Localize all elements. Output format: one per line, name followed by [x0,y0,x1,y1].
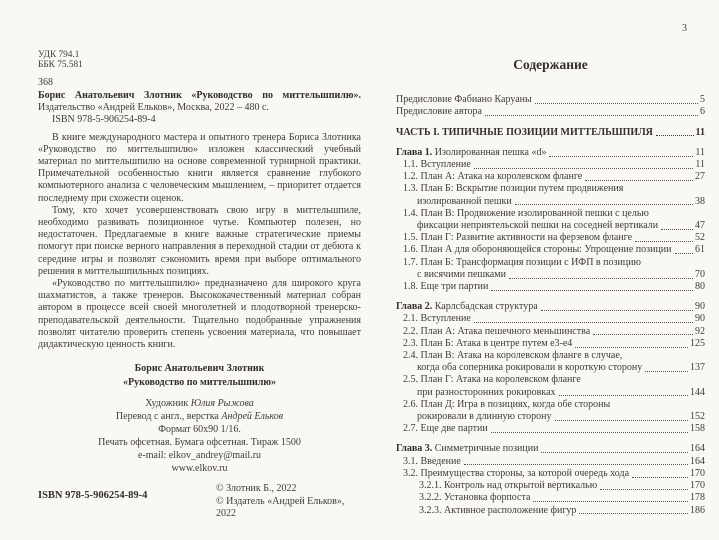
toc-entry [396,326,705,338]
toc-entry-page: 70 [695,268,705,280]
toc-entry-text: 1.1. Вступление [403,159,471,171]
toc-entry-title [417,387,556,399]
toc-entry-page: 47 [695,220,705,232]
imprint-author-title: Борис Анатольевич Злотник «Руководство по миттельшпилю». [38,90,361,102]
toc-entry-title [396,106,482,118]
toc-entry-title [403,338,572,350]
credit-line [38,397,361,410]
toc-entry-page: 170 [690,480,705,492]
toc-entry-text: 3.2.3. Активное расположение фигур [419,504,577,516]
dot-leader [645,371,688,372]
dot-leader [579,513,688,514]
toc-entry-text: 2.6. План Д: Игра в позициях, когда обе стороны [403,398,611,410]
toc-entry-text: 1.5. План Г: Развитие активности на ферзевом фланге [403,232,633,244]
toc-entry-title [403,244,672,256]
dot-leader [509,278,693,279]
toc-entry-title [417,362,642,374]
toc-entry-text: 2.2. План А: Атака пешечного меньшинства [403,325,591,337]
toc-entry-page: 6 [700,106,705,118]
toc-entry-page: 178 [690,492,705,504]
dot-leader [491,432,688,433]
dot-leader [661,229,693,230]
imprint-publisher: Издательство «Андрей Ельков», Москва, 2022 – 480 с. [38,101,269,113]
toc-entry-page: 11 [695,146,705,158]
toc-entry-text: 1.2. План А: Атака на королевском фланге [403,171,583,183]
toc-entry-title [403,468,629,480]
toc-entry-page: 125 [690,337,705,349]
toc-entry [396,399,705,411]
credit-person: Андрей Ельков [221,411,284,423]
dot-leader [575,347,688,348]
toc-entry-text: 2.1. Вступление [403,313,471,325]
toc-entry [396,244,705,256]
contents-page [396,18,705,517]
toc-entry-text: 2.5. План Г: Атака на королевском фланге [403,374,581,386]
toc-entry-text: когда оба соперника рокировали в короткую сторону [417,362,643,374]
contents-heading: Содержание [513,57,588,72]
toc-entry-title [419,505,576,517]
toc-entry-text: Предисловие Фабиано Каруаны [396,94,532,106]
toc-entry-title [403,313,471,325]
toc-entry [396,257,705,269]
credit-text: Художник [145,398,191,410]
toc-entry [396,423,705,435]
credit-line [38,423,361,436]
toc-entry [396,106,705,118]
toc-entry-text: 2.7. Еще две партии [403,423,488,435]
toc-entry [396,232,705,244]
toc-entry [396,492,705,504]
toc-entry-chapter-prefix: Глава 2. [396,301,433,313]
toc-entry-page: 137 [690,362,705,374]
credit-line [38,410,361,423]
bbk-line: ББК 75.581 [38,60,83,70]
toc-entry-title [417,411,552,423]
toc-entry-page: 5 [700,94,705,106]
annotation-paragraph: В книге международного мастера и опытного тренера Бориса Злотника «Руководство по миттельшпилю» изложен классический учебный материал по миттельшпилю на основе современной турнирной практики. Примечательной особенностью книги является сравнение глубокого компьютерного анализа с человеческим мышлением, – приоритет отдается последнему при схожести оценок. [38,131,361,204]
isbn-top: ISBN 978-5-906254-89-4 [52,114,156,126]
dot-leader [515,204,693,205]
toc-entry-page: 164 [690,443,705,455]
toc-entry-page: 92 [695,325,705,337]
dot-leader [585,180,693,181]
toc-entry-text: 1.8. Еще три партии [403,281,489,293]
dot-leader [535,103,698,104]
toc-entry-text: 3.1. Введение [403,455,461,467]
toc-entry-title [403,171,582,183]
credit-text: Перевод с англ., верстка [115,411,222,423]
toc-entry-title [417,196,512,208]
toc-entry [396,183,705,195]
toc-entry [396,411,705,423]
copyright-page [38,50,361,520]
book-title-line: «Руководство по миттельшпилю» [123,376,276,388]
book-title-line: Борис Анатольевич Злотник [134,363,265,375]
toc-entry-page: 158 [690,423,705,435]
toc-entry [396,338,705,350]
toc-entry-title [403,399,610,411]
toc-entry-page: 164 [690,455,705,467]
toc-entry-page: 11 [695,126,705,138]
annotation-block [38,132,361,352]
toc-entry-title [403,159,471,171]
toc-entry-page: 90 [695,301,705,313]
toc-entry [396,147,705,159]
toc-entry [396,159,705,171]
toc-entry-text: при разносторонних рокировках [417,386,556,398]
toc-entry-page: 38 [695,195,705,207]
dot-leader [541,310,693,311]
toc-entry-title [396,94,532,106]
toc-entry-page: 52 [695,232,705,244]
dot-leader [541,452,688,453]
toc-entry-text: 2.4. План В: Атака на королевском фланге в случае, [403,350,623,362]
toc-entry [396,196,705,208]
toc-entry-title [396,127,653,139]
toc-entry-text: 3.2.1. Контроль над открытой вертикалью [419,480,598,492]
toc-entry-text: 3.2. Преимущества стороны, за которой очередь хода [403,467,630,479]
toc-entry-title [417,269,506,281]
dot-leader [533,501,688,502]
toc-entry [396,387,705,399]
toc-entry [396,220,705,232]
credit-person: Юлия Рыжова [190,398,254,410]
toc-entry-title [403,208,649,220]
toc-entry-text: 1.6. План А для обороняющейся стороны: Упрощение позиции [403,244,672,256]
toc-entry [396,171,705,183]
copyright-line: © Издатель «Андрей Ельков», 2022 [216,495,345,519]
toc-entry-text: ЧАСТЬ I. ТИПИЧНЫЕ ПОЗИЦИИ МИТТЕЛЬШПИЛЯ [396,126,653,138]
dot-leader [559,395,688,396]
dot-leader [635,241,693,242]
toc-entry [396,362,705,374]
toc-entry-page: 144 [690,386,705,398]
toc-entry [396,313,705,325]
toc-entry [396,505,705,517]
toc-entry [396,456,705,468]
dot-leader [549,156,693,157]
toc-entry-title [403,423,488,435]
toc-entry-page: 90 [695,313,705,325]
toc-entry [396,94,705,106]
toc-entry-text: Предисловие автора [396,106,482,118]
toc-entry-text: изолированной пешки [417,195,512,207]
toc-entry [396,208,705,220]
credit-text: Формат 60х90 1/16. [158,424,241,436]
dot-leader [474,322,693,323]
toc-entry-title [403,374,581,386]
toc-entry [396,281,705,293]
page-number: 3 [682,23,687,34]
annotation-paragraph: «Руководство по миттельшпилю» предназначено для широкого круга шахматистов, а также тренеров. Высококачественный материал собран автором в процессе всей своей многолетней и плодотворной тренерско-преподавательской деятельности. Тщательно подобранные упражнения позволят читателю проверить степень усвоения материала, что повышает дидактическую ценность книги. [38,278,361,351]
toc-entry-title [419,480,597,492]
dot-leader [600,489,688,490]
toc-entry-title [403,456,461,468]
toc-entry [396,468,705,480]
toc-entry [396,480,705,492]
credit-line [38,436,361,449]
toc-entry-title [403,257,641,269]
toc-entry-chapter-prefix: Глава 3. [396,443,433,455]
credit-text: www.elkov.ru [171,463,228,475]
toc-entry-text: 2.3. План Б: Атака в центре путем е3-е4 [403,337,573,349]
dot-leader [675,253,693,254]
dot-leader [485,115,698,116]
toc-entry-page: 80 [695,281,705,293]
toc-entry-page: 27 [695,171,705,183]
dot-leader [491,290,693,291]
toc-entry-title [403,183,623,195]
toc-entry-text: фиксации неприятельской пешки на соседней вертикали [417,220,659,232]
toc-entry-title [403,232,632,244]
toc-entry-title [403,281,488,293]
toc-entry-page: 186 [690,504,705,516]
toc-entry-text: Изолированная пешка «d» [432,146,547,158]
toc-entry [396,350,705,362]
toc-entry-text: 1.3. План Б: Вскрытие позиции путем продвижения [403,183,624,195]
toc-entry-title [396,301,538,313]
toc-entry-text: 1.7. План Б: Трансформация позиции с ИФП в позицию [403,256,641,268]
toc-entry-title [403,350,622,362]
toc-entry-text: с висячими пешками [417,268,506,280]
toc-entry-title [417,220,658,232]
copyright-line: © Злотник Б., 2022 [216,483,297,494]
toc-entry-text: рокировали в длинную сторону [417,411,552,423]
dot-leader [593,334,693,335]
title-block [38,362,361,389]
toc-entry-title [396,147,546,159]
toc-entry-title [396,443,538,455]
toc-entry-text: Карлсбадская структура [432,301,538,313]
toc-entry-text: 3.2.2. Установка форпоста [419,492,531,504]
toc-entry [396,269,705,281]
isbn-bottom: ISBN 978-5-906254-89-4 [38,490,148,501]
credit-line [38,462,361,475]
toc-entry-page: 170 [690,467,705,479]
annotation-paragraph: Тому, кто хочет усовершенствовать свою игру в миттельшпиле, необходимо развивать позиционное чутье. Компьютер полезен, но недостаточен. Предлагаемые в книге важные стратегические приемы помогут при поиске верного направления в переходной стадии от дебюта к середине игры и позволят сэкономить время при выборе оптимального решения в миттельшпильных позициях. [38,204,361,277]
dot-leader [656,135,694,136]
copyright-block [216,483,361,521]
toc-entry-title [403,326,590,338]
udk-line: УДК 794.1 [38,50,80,60]
dot-leader [555,420,688,421]
credit-line [38,449,361,462]
toc-entry-chapter-prefix: Глава 1. [396,146,433,158]
imprint [38,90,361,113]
toc-entry [396,374,705,386]
author-sign-code: З68 [38,77,54,88]
toc-entry [396,301,705,313]
toc-entry [396,127,705,139]
toc-entry-page: 61 [695,244,705,256]
dot-leader [464,464,688,465]
credits-block [38,397,361,475]
toc-entry-text: 1.4. План В: Продвижение изолированной пешки с целью [403,207,649,219]
toc-entry-title [419,492,530,504]
toc-list [396,94,705,517]
toc-entry-text: Симметричные позиции [432,443,539,455]
toc-entry-page: 152 [690,411,705,423]
dot-leader [632,477,688,478]
credit-text: e-mail: elkov_andrey@mail.ru [137,450,262,462]
credit-text: Печать офсетная. Бумага офсетная. Тираж 1500 [98,437,301,449]
toc-entry-page: 11 [695,159,705,171]
toc-entry [396,443,705,455]
dot-leader [474,168,694,169]
